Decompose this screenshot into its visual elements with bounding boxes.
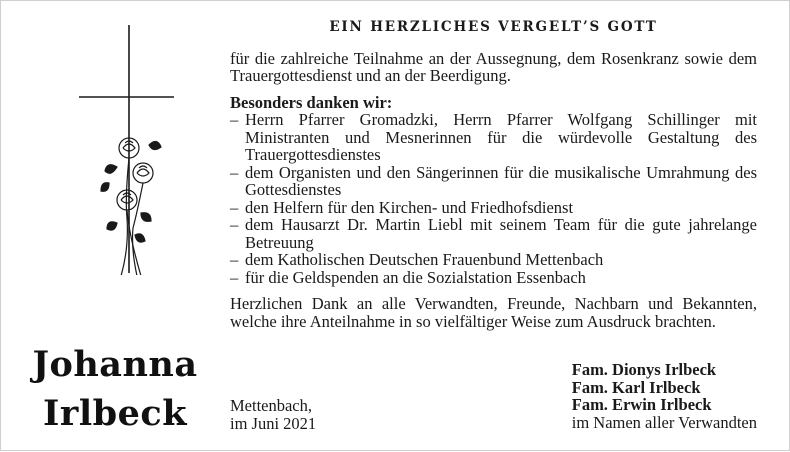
thanks-item: – Herrn Pfarrer Gromadzki, Herrn Pfarrer Wolfgang Schillinger mit Ministranten und Mesnerinnen für die würdevolle Gestaltung des Trauergottesdienstes [230,110,757,164]
left-column [1,1,229,452]
deceased-last-name: Irlbeck [43,393,187,434]
thanks-item: – dem Katholischen Deutschen Frauenbund Mettenbach [230,250,604,269]
thanks-item: – dem Organisten und den Sängerinnen für die musikalische Umrahmung des Gottesdienstes [230,162,757,199]
deceased-first-name: Johanna [32,344,198,385]
signatories [572,361,757,431]
place-date [230,397,316,432]
thanks-item: – für die Geldspenden an die Sozialstation Essenbach [230,267,586,287]
notice-heading: EIN HERZLICHES VERGELT’S GOTT [329,19,658,35]
signatory: Fam. Dionys Irlbeck [571,360,717,379]
intro-paragraph: für die zahlreiche Teilnahme an der Aussegnung, dem Rosenkranz sowie dem Trauergottesdienst und an der Beerdigung. [230,48,757,85]
thanks-list [230,111,757,286]
closing-paragraph: Herzlichen Dank an alle Verwandten, Freunde, Nachbarn und Bekannten, welche ihre Anteilnahme in so vielfältiger Weise zum Ausdruck brachten. [230,294,757,331]
date: im Juni 2021 [230,413,317,433]
place: Mettenbach, [230,396,313,415]
thanks-item: – den Helfern für den Kirchen- und Friedhofsdienst [230,197,574,217]
signatory: Fam. Karl Irlbeck [571,377,701,397]
notice-text [230,19,757,433]
signatory: Fam. Erwin Irlbeck [571,395,712,414]
thanks-heading: Besonders danken wir: [230,92,393,112]
cross-with-roses-icon [79,25,174,275]
signatories-note: im Namen aller Verwandten [571,412,757,432]
thanks-item: – dem Hausarzt Dr. Martin Liebl mit seinem Team für die gute jahrelange Betreuung [230,215,757,252]
